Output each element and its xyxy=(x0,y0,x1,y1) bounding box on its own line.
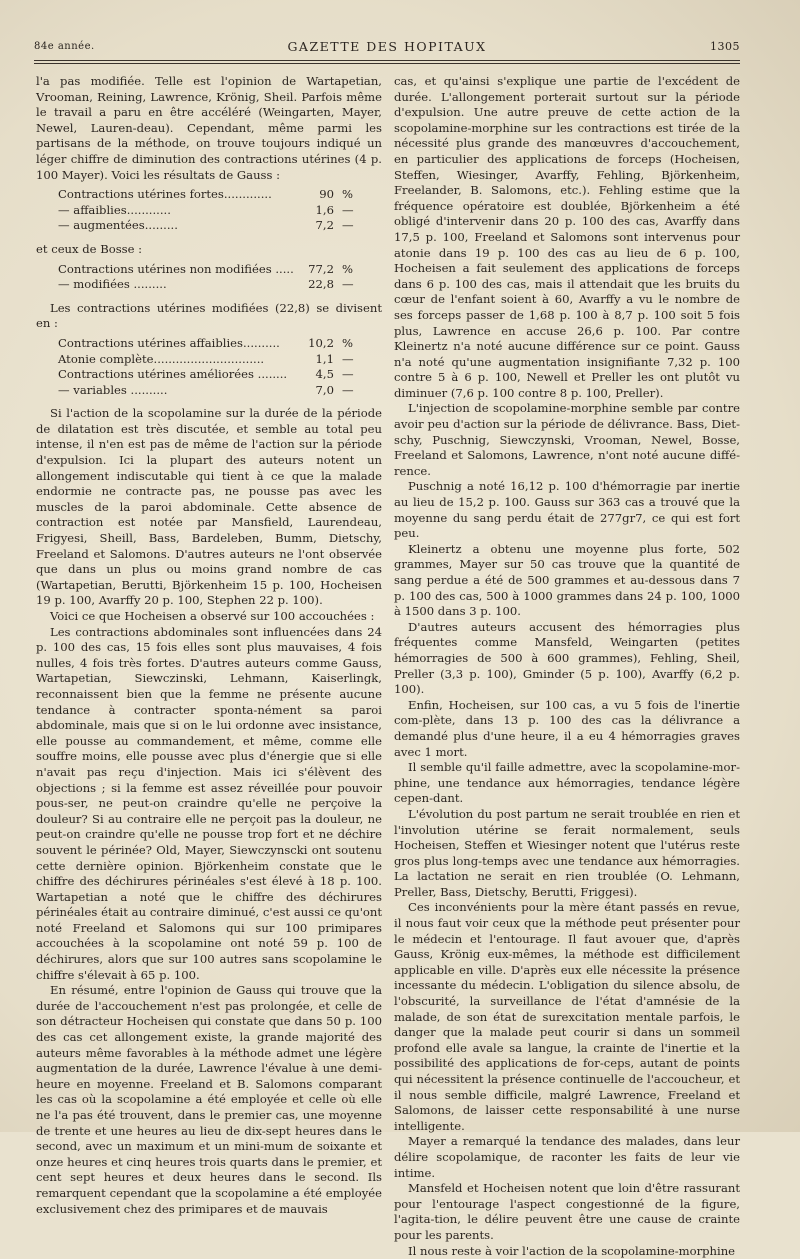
row-unit: — xyxy=(342,367,354,382)
row-label: — modifiées ......... xyxy=(58,277,167,292)
row-unit: — xyxy=(342,202,354,217)
right-column xyxy=(394,74,740,1259)
row-value: 4,5 xyxy=(315,367,334,382)
paragraph: Voici ce que Hocheisen a observé sur 100 accouchées : xyxy=(50,609,375,623)
paragraph: Puschnig a noté 16,12 p. 100 d'hémorragie par inertie au lieu de 15,2 p. 100. Gauss sur 363 cas a trouvé que la moyenne du sang perdu était de 277gr7, ce qui est fort peu. xyxy=(394,479,740,541)
table-row xyxy=(58,262,372,278)
row-value: 77,2 xyxy=(308,261,334,276)
journal-title: GAZETTE DES HOPITAUX xyxy=(287,39,487,54)
paragraph: Il nous reste à voir l'action de la scopolamine-morphine xyxy=(408,1243,736,1258)
row-value: 7,0 xyxy=(315,382,334,397)
paragraph: Il semble qu'il faille admettre, avec la scopolamine-mor-phine, une tendance aux hémorragies, tendance légère cepen-dant. xyxy=(394,760,740,806)
paragraph: L'injection de scopolamine-morphine semble par contre avoir peu d'action sur la période de délivrance. Bass, Diet-schy, Puschnig, Siewczynski, Vrooman, Newel, Bosse, Freeland et Salomons, Lawrence, n'ont noté aucune diffé-rence. xyxy=(394,401,740,478)
paragraph: Si l'action de la scopolamine sur la durée de la période de dilatation est très discutée, et semble au total peu intense, il n'en est pas de même de l'action sur la période d'expulsion. Ici la plupart des auteurs notent un allongement indiscutable qui tient à ce que la malade endormie ne contracte pas, ne pousse pas avec les muscles de la paroi abdominale. Cette absence de contraction est notée par Mansfield, Laurendeau, Frigyesi, Sheill, Bass, Bardeleben, Bumm, Dietschy, Freeland et Salomons. D'autres auteurs ne l'ont observée que dans un plus ou moins grand nombre de cas (Wartapetian, Berutti, Björkenheim 15 p. 100, Hocheisen 19 p. 100, Avarffy 20 p. 100, Stephen 22 p. 100). xyxy=(36,406,382,608)
paragraph: l'a pas modifiée. Telle est l'opinion de Wartapetian, Vrooman, Reining, Lawrence, Krönig, Sheil. Parfois même le travail a paru en être accéléré (Weingarten, Mayer, Newel, Lauren-deau). Cependant, même parmi les partisans de la méthode, on trouve toujours indiqué un léger chiffre de diminution des contractions utérines (4 p. 100 Mayer). Voici les résultats de Gauss : xyxy=(36,74,382,182)
header-rule xyxy=(34,60,740,61)
row-label: — variables .......... xyxy=(58,382,168,397)
paragraph: Mansfeld et Hocheisen notent que loin d'être rassurant pour l'entourage l'aspect congestionné de la figure, l'agita-tion, le délire peuvent être une cause de crainte pour les parents. xyxy=(394,1181,740,1242)
gauss-results-table xyxy=(58,187,372,234)
paragraph: Les contractions abdominales sont influencées dans 24 p. 100 des cas, 15 fois elles sont plus mauvaises, 4 fois nulles, 4 fois très fortes. D'autres auteurs comme Gauss, Wartapetian, Siewczinski, Lehmann, Kaiserlingk, reconnaissent bien que la femme ne présente aucune tendance à contracter sponta-nément sa paroi abdominale, mais que si on le lui ordonne avec insistance, elle pousse au commandement, et même, comme elle souffre moins, elle pousse avec plus d'énergie que si elle n'avait pas reçu d'injection. Mais ici s'élèvent des objections ; si la femme est assez réveillée pour pouvoir pous-ser, ne peut-on craindre qu'elle ne perçoive la douleur? Si au contraire elle ne perçoit pas la douleur, ne peut-on craindre qu'elle ne pousse trop fort et ne déchire souvent le périnée? Old, Mayer, Siewczynscki ont soutenu cette dernière opinion. Björkenheim constate que le chiffre des déchirures périnéales s'est élevé à 18 p. 100. Wartapetian a noté que le chiffre des déchirures périnéales était au contraire diminué, c'est aussi ce qu'ont noté Freeland et Salomons qui sur 100 primipares accouchées à la scopolamine ont noté 59 p. 100 de déchirures, alors que sur 100 autres sans scopolamine le chiffre s'élevait à 65 p. 100. xyxy=(36,624,382,982)
row-value: 22,8 xyxy=(308,277,334,292)
table-row xyxy=(58,352,372,368)
header-rule-thin xyxy=(34,63,740,64)
paragraph: D'autres auteurs accusent des hémorragies plus fréquentes comme Mansfeld, Weingarten (petites hémorragies de 500 à 600 grammes), Fehling, Sheil, Preller (3,3 p. 100), Gminder (5 p. 100), Avarffy (6,2 p. 100). xyxy=(394,619,740,697)
table-row xyxy=(58,383,372,399)
row-value: 1,1 xyxy=(315,351,334,366)
division-table xyxy=(58,336,372,398)
paragraph: Enfin, Hocheisen, sur 100 cas, a vu 5 fois de l'inertie com-plète, dans 13 p. 100 des cas la délivrance a demandé plus d'une heure, il a eu 4 hémorragies graves avec 1 mort. xyxy=(394,697,740,759)
row-label: Contractions utérines affaiblies.......... xyxy=(58,335,280,350)
paragraph: cas, et qu'ainsi s'explique une partie de l'excédent de durée. L'allongement porterait surtout sur la période d'expulsion. Une autre preuve de cette action de la scopolamine-morphine sur les contractions est tirée de la nécessité plus grande des manœuvres d'accouchement, en particulier des applications de forceps (Hocheisen, Steffen, Wiesinger, Avarffy, Fehling, Björkenheim, Freelander, B. Salomons, etc.). Fehling estime que la fréquence opératoire est doublée, Björkenheim a été obligé d'intervenir dans 20 p. 100 des cas, Avarffy dans 17,5 p. 100, Freeland et Salomons sont intervenus pour atonie dans 19 p. 100 des cas au lieu de 6 p. 100, Hocheisen a fait seulement des applications de forceps dans 6 p. 100 des cas, mais il attendait que les bruits du cœur de l'enfant soient à 60, Avarffy a vu le nombre de ses forceps passer de 1,68 p. 100 à 8,7 p. 100 soit 5 fois plus, Lawrence en accuse 26,6 p. 100. Par contre Kleinertz n'a noté aucune différence sur ce point. Gauss n'a noté qu'une augmentation insignifiante 7,32 p. 100 contre 5 à 6 p. 100, Newell et Preller les ont plutôt vu diminuer (7,6 p. 100 contre 8 p. 100, Preller). xyxy=(394,74,740,400)
table-row xyxy=(58,367,372,383)
bosse-results-table xyxy=(58,262,372,293)
table-row xyxy=(58,277,372,293)
row-unit: — xyxy=(342,382,354,397)
row-label: Contractions utérines fortes............. xyxy=(58,187,272,202)
paragraph: L'évolution du post partum ne serait troublée en rien et l'involution utérine se ferait normalement, seuls Hocheisen, Steffen et Wiesinger notent que l'utérus reste gros plus long-temps avec une tendance aux hémorragies. La lactation ne serait en rien troublée (O. Lehmann, Preller, Bass, Dietschy, Berutti, Friggesi). xyxy=(394,806,740,899)
row-value: 10,2 xyxy=(308,335,334,350)
paragraph: Les contractions utérines modifiées (22,8) se divisent en : xyxy=(36,300,382,331)
table-row xyxy=(58,218,372,234)
paragraph: et ceux de Bosse : xyxy=(36,241,143,256)
row-unit: — xyxy=(342,351,354,366)
row-unit: — xyxy=(342,277,354,292)
paragraph: Kleinertz a obtenu une moyenne plus forte, 502 grammes, Mayer sur 50 cas trouve que la quantité de sang perdue a été de 500 grammes et au-dessous dans 7 p. 100 des cas, 500 à 1000 grammes dans 24 p. 100, 1000 à 1500 dans 3 p. 100. xyxy=(394,541,740,619)
row-label: Contractions utérines améliorées ........ xyxy=(58,367,288,382)
table-row xyxy=(58,336,372,352)
row-value: 90 xyxy=(319,187,334,202)
paragraph: Ces inconvénients pour la mère étant passés en revue, il nous faut voir ceux que la méthode peut présenter pour le médecin et l'entourage. Il faut avouer que, d'après Gauss, Krönig eux-mêmes, la méthode est difficilement applicable en ville. D'après eux elle nécessite la présence incessante du médecin. L'obligation du silence absolu, de l'obscurité, la surveillance de l'état d'amnésie de la malade, de son état de surexcitation mentale parfois, le danger que la malade peut courir si dans un sommeil profond elle avale sa langue, la crainte de l'inertie et la possibilité des applications de for-ceps, autant de points qui nécessitent la présence continuelle de l'accoucheur, et il nous semble difficile, malgré Lawrence, Freeland et Salomons, de laisser cette responsabilité à une nurse intelligente. xyxy=(394,900,740,1133)
row-label: — affaiblies............ xyxy=(58,202,171,217)
paragraph: En résumé, entre l'opinion de Gauss qui trouve que la durée de l'accouchement n'est pas prolongée, et celle de son détracteur Hocheisen qui constate que dans 50 p. 100 des cas cet allongement existe, la grande majorité des auteurs même favorables à la méthode admet une légère augmentation de la durée, Lawrence l'évalue à une demi-heure en moyenne. Freeland et B. Salomons comparant les cas où la scopolamine a été employée et celle où elle ne l'a pas été trouvent, dans le premier cas, une moyenne de trente et une heures au lieu de dix-sept heures dans le second, avec un maximum et un mini-mum de soixante et onze heures et cinq heures trois quarts dans le premier, et cent sept heures et deux heures dans le second. Ils remarquent cependant que la scopolamine a été employée exclusivement chez des primipares et de mauvais xyxy=(36,983,382,1216)
row-unit: % xyxy=(342,261,354,276)
row-unit: — xyxy=(342,218,354,233)
header-year: 84e année. xyxy=(34,41,95,52)
row-value: 1,6 xyxy=(315,202,334,217)
running-header xyxy=(34,38,740,58)
paragraph: Mayer a remarqué la tendance des malades, dans leur délire scopolamique, de raconter les faits de leur vie intime. xyxy=(394,1134,740,1180)
row-label: Atonie complète.............................. xyxy=(58,351,265,366)
page-number: 1305 xyxy=(710,40,740,53)
row-unit: % xyxy=(342,187,354,202)
row-value: 7,2 xyxy=(315,218,334,233)
table-row xyxy=(58,187,372,203)
left-column xyxy=(36,74,382,1217)
table-row xyxy=(58,203,372,219)
row-unit: % xyxy=(342,335,354,350)
row-label: — augmentées......... xyxy=(58,218,178,233)
row-label: Contractions utérines non modifiées ..... xyxy=(58,261,294,276)
